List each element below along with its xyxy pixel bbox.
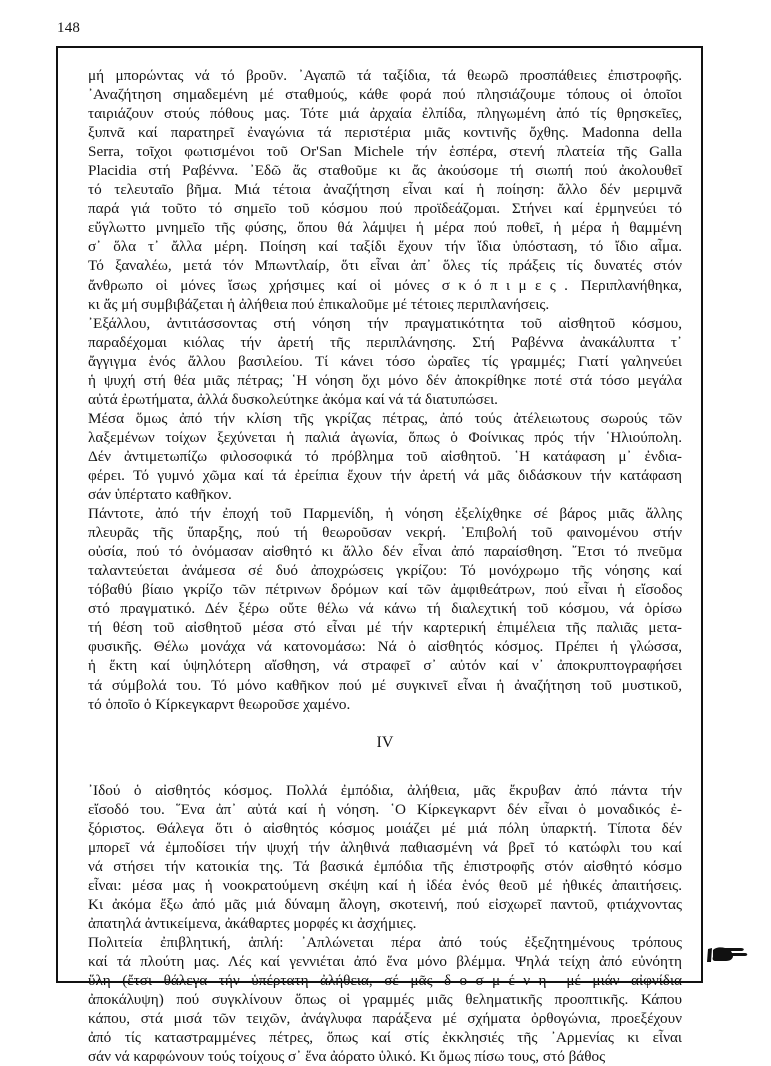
body-text (88, 66, 682, 1066)
text-line: στό πραγματικό. Δέν ξέρω οὔτε θέλω νά κάνω τή διαλεχτική τοῦ κόσμου, νά ὁρίσω (88, 600, 682, 618)
text-line: ὕλη (ἔτσι θάλεγα τήν ὑπέρτατη ἀλήθεια, σέ μᾶς δοσμένη μέ μιάν αἰφνίδια (88, 972, 682, 990)
text-line: ἀπό τίς καταστραμμένες πέτρες, ὅπως καί στίς ἐκκλησιές τῆς ᾿Αρμενίας κι εἶναι (88, 1029, 682, 1047)
text-line: παραδέχομαι κιόλας τήν ἀρετή τῆς περιπλάνησης. Στή Ραβέννα ἀνακάλυπτα τ᾿ (88, 333, 682, 351)
text-line: εἴσοδό του. ῞Ενα ἀπ᾿ αὐτά καί ἡ νόηση. ῾Ο Κίρκεγκαρντ δέν εἶναι ὁ μοναδικός ἐ- (88, 800, 682, 818)
text-line: σάν ὑπέρτατο καθῆκον. (88, 486, 232, 504)
text-line: μή μπορώντας νά τό βροῦν. ᾿Αγαπῶ τά ταξίδια, τά θεωρῶ προσπάθειες ἐπιστροφῆς. (88, 67, 682, 84)
text-line: Μέσα ὅμως ἀπό τήν κλίση τῆς γκρίζας πέτρας, ἀπό τούς ἀτέλειωτους σωρούς τῶν (88, 409, 682, 427)
text-line: Δέν ἀντιμετωπίζω φιλοσοφικά τό πρόβλημα τοῦ αἰσθητοῦ. ῾Η κατάφαση μ᾿ ἐνδια- (88, 447, 682, 465)
text-line: τό ὁποῖο ὁ Κίρκεγκαρντ θεωροῦσε χαμένο. (88, 695, 351, 713)
text-line: σ᾿ ὅλα τ᾿ ἄλλα μέρη. Ποίηση καί ταξίδι ἔχουν τήν ἴδια ὑπόσταση, τό ἴδιο αἷμα. (88, 238, 682, 256)
text-line: ἄνθρωπο οἱ μόνες ἴσως χρήσιμες καί οἱ μόνες σκόπιμες. Περιπλανήθηκα, (88, 276, 682, 294)
text-line: ᾿Ιδού ὁ αἰσθητός κόσμος. Πολλά ἐμπόδια, ἀλήθεια, μᾶς ἔκρυβαν ἀπό πάντα τήν (88, 781, 682, 799)
text-line: φέρει. Τό γυμνό χῶμα καί τά ἐρείπια ἔχουν τήν ἀρετή νά μᾶς διδάσκουν τήν κατάφαση (88, 466, 682, 484)
text-line: παρά γιά τοῦτο τό σημεῖο τοῦ κόσμου πού προϊδεάζομαι. Στήνει καί ἑρμηνεύει τό (88, 200, 682, 218)
text-line: αὐτά ἐρωτήματα, ἀλλά δυσκολεύτηκε ἀκόμα καί νά τά διατυπώσει. (88, 390, 498, 408)
text-line: νά στήσει τήν κατοικία της. Τά βασικά ἐμπόδια τῆς ἐπιστροφῆς στόν αἰσθητό κόσμο (88, 857, 682, 875)
text-line: οὐσία, πού τό ὀνόμασαν αἰσθητό κι ἄλλο δέν εἶναι ἀπό παραίσθηση. ῎Ετσι τό πνεῦμα (88, 543, 682, 561)
spacer (88, 714, 682, 733)
section-heading: IV (376, 733, 394, 751)
text-line: λαξεμένων τοίχων ξεχύνεται ἡ παλιά ἀγωνία, ὅπως ὁ Φοίνικας πρός τήν ῾Ηλιούπολη. (88, 428, 682, 446)
text-line: καί τά πλούτη μας. Λές καί γεννιέται ἀπό ἕνα μόνο βλέμμα. Ψηλά τείχη ἀπό εὐνόητη (88, 953, 682, 971)
text-line: ἄγγιγμα ἑνός ἄλλου βασιλείου. Τί κάνει τόσο ὡραῖες τίς γραμμές; Γιατί γαληνεύει (88, 352, 682, 370)
text-line: Κι ἀκόμα ἔξω ἀπό μᾶς μιά δύναμη ἄλογη, σκοτεινή, πού εἰσχωρεῖ παντοῦ, φτιάχνοντας (88, 895, 682, 913)
text-line: τά σύμβολά του. Τό μόνο καθῆκον πού μέ συγκινεῖ εἶναι ἡ ἀναζήτηση τοῦ μυστικοῦ, (88, 676, 682, 694)
text-line: ᾿Αναζήτηση σημαδεμένη μέ σταθμούς, κάθε φορά πού πλησιάζουμε τόπους οἱ ὁποῖοι (88, 86, 682, 104)
text-line: κάπου, στά μισά τῶν τειχῶν, ἀνάγλυφα παράξενα μέ σχήματα ὀρθογώνια, προεξέχουν (88, 1010, 682, 1028)
text-line: ἡ ἕκτη καί ὑψηλότερη αἴσθηση, νά στραφεῖ σ᾿ αὐτόν καί ν᾿ ἀποκρυπτογραφήσει (88, 657, 682, 675)
text-line: τό τελευταῖο βῆμα. Μιά τέτοια ἀναζήτηση εἶναι καί ἡ ποίηση: ἄλλο δέν μεριμνᾶ (88, 181, 682, 199)
text-line: ταλαντεύεται ἀνάμεσα σέ δυό ἀποχρώσεις γκρίζου: Τό μονόχρωμο τῆς νόησης καί (88, 562, 682, 580)
text-line: εὔγλωττο μνημεῖο τῆς φύσης, ὅπου θά λάμψει ἡ μέρα πού ποθεῖ, ἡ μέρα ἡ θαμμένη (88, 219, 682, 237)
text-line: ᾿Εξάλλου, ἀντιτάσσοντας στή νόηση τήν πραγματικότητα τοῦ αἰσθητοῦ κόσμου, (88, 314, 682, 332)
pointing-hand-icon (707, 945, 751, 965)
text-line: πλευρᾶς τῆς ὕπαρξης, πού τή θεωροῦσαν νεκρή. ᾿Επιβολή τοῦ φαινομένου στήν (88, 524, 682, 542)
text-line: Πολιτεία ἐπιβλητική, ἁπλή: ᾿Απλώνεται πέρα ἀπό τούς ἐξεζητημένους τρόπους (88, 934, 682, 952)
spacer (88, 752, 682, 781)
text-line: φυσικῆς. Θέλω μονάχα νά κατονομάσω: Νά ὁ αἰσθητός κόσμος. Πρέπει ἡ γλώσσα, (88, 638, 682, 656)
text-line: Placidia στή Ραβέννα. ᾿Εδῶ ἄς σταθοῦμε κι ἄς ἀκούσομε τή σιωπή πού ἀκολουθεῖ (88, 162, 682, 180)
text-line: Πάντοτε, ἀπό τήν ἐποχή τοῦ Παρμενίδη, ἡ νόηση ἐξελίχθηκε σέ βάρος μιᾶς ἄλλης (88, 505, 682, 523)
text-line: σάν νά καρφώνουν τούς τοίχους σ᾿ ἕνα ἀόρατο ὑλικό. Κι ὅμως πίσω τους, στό βάθος (88, 1048, 606, 1066)
text-line: Serra, τοῖχοι φωτισμένοι τοῦ Or'San Michele τήν ἑσπέρα, στενή πλατεία τῆς Galla (88, 143, 682, 161)
text-line: ταιριάζουν στούς πόθους μας. Τότε μιά ἀρχαία ἐλπίδα, πληγωμένη ἀπό τίς θρησκεῖες, (88, 105, 682, 123)
text-line: ἡ ψυχή στή θέα μιᾶς πέτρας; ῾Η νόηση ὄχι μόνο δέν ἀποκρίθηκε ποτέ στά τόσο μεγάλα (88, 371, 682, 389)
text-line: κι ἄς μή συμβιβάζεται ἡ ἀλήθεια πού ἐπικαλοῦμε μέ τέτοιες περιπλανήσεις. (88, 295, 550, 313)
text-line: τόβαθύ βίαιο γκρίζο τῶν πέτρινων δρόμων καί τῶν ἀμφιθεάτρων, πού εἶναι ἡ εἴσοδος (88, 581, 682, 599)
text-line: ἀποκάλυψη) πού συγκλίνουν ὅπως οἱ γραμμές μιᾶς θεληματικῆς προοπτικῆς. Κάπου (88, 991, 682, 1009)
emphasized-word: σκόπιμες (441, 276, 565, 294)
text-line: μπορεῖ νά ἐμποδίσει τήν ψυχή τήν ἀληθινά παθιασμένη νά βρεῖ τό κατώφλι του καί (88, 838, 682, 856)
text-frame (56, 46, 703, 1066)
text-line: τή θέση τοῦ αἰσθητοῦ μέσα στό εἶναι μέ τήν καρτερική ἐπιμέλεια τῆς παλιᾶς μετα- (88, 619, 682, 637)
text-line: ἀπατηλά ἀντικείμενα, ἀκάθαρτες μορφές κι ἀσχήμιες. (88, 915, 417, 933)
text-line: ξυπνᾶ καί παρατηρεῖ ἐναγώνια τά περιστέρια μιᾶς κοντινῆς ὄχθης. Madonna della (88, 124, 682, 142)
page-number: 148 (57, 20, 81, 36)
emphasized-word: δοσμένη (444, 972, 555, 990)
text-line: Τό ξαναλέω, μετά τόν Μπωντλαίρ, ὅτι εἶναι ἀπ᾿ ὅλες τίς πράξεις τίς δυνατές στόν (88, 257, 682, 275)
text-line: ξόριστος. Θάλεγα ὅτι ὁ αἰσθητός κόσμος μοιάζει μέ μιά πόλη ὑπαρκτή. Τίποτα δέν (88, 819, 682, 837)
text-line: εἶναι: μέσα μας ἡ νοοκρατούμενη σκέψη καί ἡ ἰδέα ἑνός θεοῦ μέ ἠθικές ἀπαιτήσεις. (88, 876, 682, 894)
